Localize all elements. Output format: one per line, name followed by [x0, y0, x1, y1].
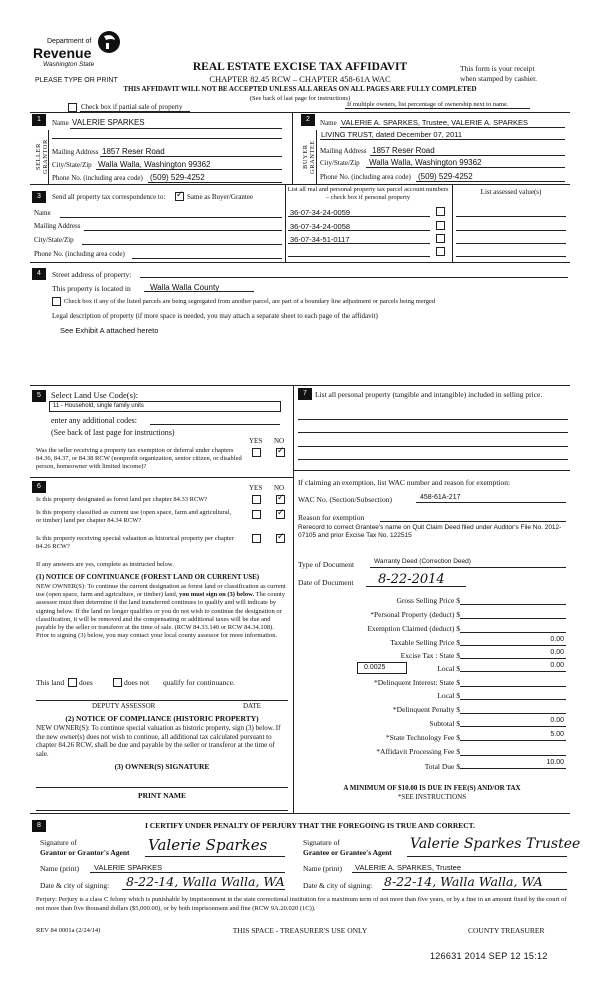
- grantor-date-city-label: Date & city of signing:: [40, 881, 110, 890]
- historic-no-checkbox[interactable]: [276, 534, 285, 543]
- seller-name-label: Name: [52, 119, 69, 127]
- receipt-note-2: when stamped by cashier.: [460, 74, 538, 83]
- section-7-number: 7: [298, 388, 312, 400]
- exemption-claimed-label: Exemption Claimed (deduct) $: [367, 624, 460, 633]
- parcels-header: List all real and personal property tax parcel account numbers – check box if personal property: [287, 186, 449, 201]
- parcel-3-personal-checkbox[interactable]: [436, 234, 445, 243]
- partial-sale-checkbox[interactable]: [68, 103, 77, 112]
- legal-description-label: Legal description of property (if more space is needed, you may attach a separate sheet to each page of the affidavit): [52, 312, 378, 320]
- grantor-name-print-value[interactable]: VALERIE SPARKES: [94, 863, 163, 872]
- affidavit-fee-label: *Affidavit Processing Fee $: [376, 747, 460, 756]
- perjury-text: Perjury: Perjury is a class C felony which is punishable by imprisonment in the state correctional institution for a maximum term of not more than five years, or by a fine in an amount fixed by the court of not more than five thousand dollars ($5,000.00), or by both imprisonment and fine (RCW 9A.20.020 (1C)).: [36, 896, 567, 912]
- seller-name-value[interactable]: VALERIE SPARKES: [72, 118, 145, 127]
- street-address-label: Street address of property:: [52, 270, 132, 279]
- buyer-grantee-label: BUYER GRANTEE: [302, 140, 316, 174]
- subtotal-label: Subtotal $: [429, 719, 460, 728]
- land-use-code-value: 11 - Household, single family units: [53, 403, 144, 409]
- exemption-no-checkbox[interactable]: [276, 448, 285, 457]
- section-1-number: 1: [32, 114, 46, 126]
- personal-property-deduct-label: *Personal Property (deduct) $: [370, 610, 460, 619]
- grantee-sig-label-2: Grantee or Grantee's Agent: [303, 848, 392, 857]
- document-type-value[interactable]: Warranty Deed (Correction Deed): [374, 558, 471, 565]
- tech-fee-value[interactable]: 5.00: [550, 731, 564, 738]
- see-back-instructions: (See back of last page for instructions): [249, 95, 351, 102]
- section-5-number: 5: [32, 390, 46, 402]
- any-yes-note: If any answers are yes, complete as instructed below.: [36, 561, 174, 568]
- section5-see-back: (See back of last page for instructions): [51, 428, 175, 437]
- dept-line3: Washington State: [43, 61, 95, 68]
- wac-value[interactable]: 458-61A-217: [420, 494, 461, 501]
- receipt-note-1: This form is your receipt: [460, 64, 535, 73]
- buyer-mailing-value[interactable]: 1857 Reser Road: [372, 146, 435, 155]
- form-chapter: CHAPTER 82.45 RCW – CHAPTER 458-61A WAC: [209, 74, 391, 84]
- seller-mailing-value[interactable]: 1857 Reser Road: [102, 147, 165, 156]
- same-as-buyer-label: Same as Buyer/Grantee: [187, 193, 254, 201]
- owner-signature-label: (3) OWNER(S) SIGNATURE: [114, 762, 210, 771]
- dept-line1: Department of: [47, 38, 92, 45]
- located-in-label: This property is located in: [52, 284, 131, 293]
- grantee-date-city-value[interactable]: 8-22-14, Walla Walla, WA: [384, 874, 543, 889]
- parcel-1[interactable]: 36-07-34-24-0059: [290, 208, 351, 217]
- tech-fee-label: *State Technology Fee $: [385, 733, 460, 742]
- excise-state-label: Excise Tax : State $: [400, 651, 460, 660]
- taxable-selling-price-value[interactable]: 0.00: [550, 636, 564, 643]
- assessed-values-header: List assessed value(s): [480, 188, 542, 196]
- document-date-label: Date of Document: [298, 578, 354, 587]
- excise-local-label: Local $: [437, 664, 460, 673]
- grantor-signature[interactable]: Valerie Sparkes: [148, 836, 268, 854]
- notice-compliance-title: (2) NOTICE OF COMPLIANCE (HISTORIC PROPERTY): [65, 714, 259, 723]
- current-use-no-checkbox[interactable]: [276, 510, 285, 519]
- print-name-label: PRINT NAME: [138, 791, 186, 800]
- does-not-label: does not: [124, 678, 150, 687]
- grantee-signature[interactable]: Valerie Sparkes Trustee: [410, 836, 581, 852]
- total-due-label: Total Due $: [424, 762, 460, 771]
- grantee-name-print-value[interactable]: VALERIE A. SPARKES, Trustee: [355, 863, 462, 872]
- section-4-number: 4: [32, 268, 46, 280]
- historic-yes-checkbox[interactable]: [252, 534, 261, 543]
- section-2-number: 2: [301, 114, 315, 126]
- seller-city-value[interactable]: Walla Walla, Washington 99362: [98, 160, 211, 169]
- current-use-question: Is this property classified as current use (open space, farm and agricultural, or timber) land per chapter 84.34 RCW?: [36, 509, 232, 524]
- form-title: REAL ESTATE EXCISE TAX AFFIDAVIT: [192, 61, 408, 73]
- same-as-buyer-checkbox[interactable]: [175, 192, 184, 201]
- forest-land-question: Is this property designated as forest land per chapter 84.33 RCW?: [36, 496, 208, 503]
- delinquent-interest-label: *Delinquent Interest: State $: [373, 678, 460, 687]
- exhibit-note[interactable]: See Exhibit A attached hereto: [60, 326, 159, 335]
- section-6-number: 6: [32, 481, 46, 493]
- section-8-number: 8: [32, 820, 46, 832]
- total-due-value[interactable]: 10.00: [546, 759, 564, 766]
- correspondence-name-label: Name: [34, 209, 51, 217]
- section5-no-header: NO: [274, 437, 285, 445]
- buyer-phone-value[interactable]: (509) 529-4252: [418, 172, 473, 181]
- buyer-name-line1[interactable]: VALERIE A. SPARKES, Trustee, VALERIE A. SPARKES: [341, 118, 529, 127]
- document-date-value[interactable]: 8-22-2014: [378, 572, 445, 587]
- seller-city-label: City/State/Zip: [52, 161, 92, 169]
- parcel-4-personal-checkbox[interactable]: [436, 247, 445, 256]
- buyer-mailing-label: Mailing Address: [320, 147, 367, 155]
- seller-mailing-label: Mailing Address: [52, 148, 99, 156]
- treasurer-use-only: THIS SPACE - TREASURER'S USE ONLY: [232, 926, 368, 935]
- notice-continuance-text: [36, 583, 288, 640]
- excise-state-value[interactable]: 0.00: [550, 649, 564, 656]
- land-use-label: Select Land Use Code(s):: [51, 390, 139, 400]
- grantor-date-city-value[interactable]: 8-22-14, Walla Walla, WA: [126, 874, 285, 889]
- partial-sale-label: Check box if partial sale of property: [81, 103, 183, 111]
- seller-phone-value[interactable]: (509) 529-4252: [150, 173, 205, 182]
- notice-compliance-text: NEW OWNER(S): To continue special valuation as historic property, sign (3) below. If the new owner(s) does not wish to continue, all additional tax calculated pursuant to chapter 84.26 RCW, shall be due and payable by the seller or transferor at the time of sale.: [36, 724, 281, 758]
- segregated-checkbox[interactable]: [52, 297, 61, 306]
- revenue-logo-icon: [97, 30, 121, 54]
- section5-yes-header: YES: [249, 437, 263, 445]
- form-warning: THIS AFFIDAVIT WILL NOT BE ACCEPTED UNLESS ALL AREAS ON ALL PAGES ARE FULLY COMPLETED: [123, 85, 477, 93]
- does-label: does: [79, 678, 93, 687]
- local-rate-value: 0.0025: [364, 664, 386, 671]
- excise-local-value[interactable]: 0.00: [550, 662, 564, 669]
- document-type-label: Type of Document: [298, 560, 355, 569]
- personal-property-label: List all personal property (tangible and intangible) included in selling price.: [315, 390, 543, 399]
- exemption-question: Was the seller receiving a property tax exemption or deferral under chapters 84.36, 84.37, or 84.38 RCW (nonprofit organization, senior citizen, or disabled person, homeowner with limited income)?: [36, 447, 242, 470]
- delinquent-penalty-label: *Delinquent Penalty $: [392, 705, 460, 714]
- dept-line2: Revenue: [33, 45, 92, 61]
- section6-yes-header: YES: [249, 484, 263, 492]
- exemption-yes-checkbox[interactable]: [252, 448, 261, 457]
- recording-stamp: 126631 2014 SEP 12 15:12: [430, 951, 548, 961]
- send-correspondence-label: Send all property tax correspondence to:: [52, 193, 166, 201]
- this-land-label: This land: [36, 678, 65, 687]
- grantee-date-city-label: Date & city of signing:: [303, 881, 373, 890]
- notice-continuance-title: (1) NOTICE OF CONTINUANCE (FOREST LAND OR CURRENT USE): [36, 573, 260, 581]
- parcel-1-personal-checkbox[interactable]: [436, 207, 445, 216]
- buyer-name-line2[interactable]: LIVING TRUST, dated December 07, 2011: [321, 130, 463, 139]
- please-type: PLEASE TYPE OR PRINT: [35, 77, 118, 84]
- minimum-due-note: A MINIMUM OF $10.00 IS DUE IN FEE(S) AND/OR TAX: [343, 784, 521, 792]
- parcel-2-personal-checkbox[interactable]: [436, 221, 445, 230]
- section6-no-header: NO: [274, 484, 285, 492]
- grantor-name-print-label: Name (print): [40, 864, 79, 873]
- county-treasurer-label: COUNTY TREASURER: [468, 926, 545, 935]
- forest-yes-checkbox[interactable]: [252, 495, 261, 504]
- grantor-sig-label-1: Signature of: [40, 838, 77, 847]
- wac-label: WAC No. (Section/Subsection): [298, 495, 392, 504]
- multiple-owners-note: If multiple owners, list percentage of ownership next to name.: [347, 101, 509, 108]
- correspondence-city-label: City/State/Zip: [34, 236, 74, 244]
- qualify-label: qualify for continuance.: [163, 678, 235, 687]
- parcel-2[interactable]: 36-07-34-24-0058: [290, 222, 351, 231]
- reason-label: Reason for exemption: [298, 513, 365, 522]
- historic-question: Is this property receiving special valuation as historical property per chapter 84.26 RCW?: [36, 535, 234, 550]
- current-use-yes-checkbox[interactable]: [252, 510, 261, 519]
- notice-continuance-p1: NEW OWNER(S): To continue the current designation as forest land or classification as current use (open space, farm and agriculture, or timber) land,: [36, 583, 286, 599]
- grantor-sig-label-2: Grantor or Grantor's Agent: [40, 848, 130, 857]
- section-3-number: 3: [32, 191, 46, 203]
- seller-phone-label: Phone No. (including area code): [52, 174, 143, 182]
- segregated-label: Check box if any of the listed parcels are being segregated from another parcel, are part of a boundary line adjustment or parcels being merged: [64, 298, 436, 305]
- seller-grantor-label: SELLER GRANTOR: [35, 139, 49, 175]
- dor-logo: [33, 30, 123, 70]
- county-value[interactable]: Walla Walla County: [150, 283, 220, 292]
- taxable-selling-price-label: Taxable Selling Price $: [390, 638, 460, 647]
- exemption-claim-label: If claiming an exemption, list WAC number and reason for exemption:: [298, 478, 511, 487]
- buyer-city-label: City/State/Zip: [320, 159, 360, 167]
- buyer-phone-label: Phone No. (including area code): [320, 173, 411, 181]
- gross-selling-price-label: Gross Selling Price $: [396, 596, 460, 605]
- correspondence-phone-label: Phone No. (including area code): [34, 250, 125, 258]
- notice-continuance-p2: you must sign on (3) below.: [178, 591, 255, 599]
- land-use-code-field[interactable]: [49, 401, 281, 412]
- additional-codes-label: enter any additional codes:: [51, 416, 137, 425]
- forest-no-checkbox[interactable]: [276, 495, 285, 504]
- buyer-city-value[interactable]: Walla Walla, Washington 99362: [369, 158, 482, 167]
- see-instructions-note: *SEE INSTRUCTIONS: [397, 793, 467, 801]
- notice-continuance-p3: The county assessor must then determine if the land transferred continues to qualify and will indicate by signing below. If the land no longer qualifies or you do not wish to continue the designation or classification, it will be removed and the compensating or additional taxes will be due and payable by the seller or transferor at the time of sale. (RCW 84.33.140 or RCW 84.34.108). Prior to signing (3) below, you may contact your local county assessor for more information.: [36, 591, 286, 640]
- correspondence-mailing-label: Mailing Address: [34, 222, 81, 230]
- subtotal-value[interactable]: 0.00: [550, 717, 564, 724]
- does-checkbox[interactable]: [68, 678, 77, 687]
- local-rate-box[interactable]: [357, 662, 407, 674]
- delinquent-local-label: Local $: [437, 691, 460, 700]
- certify-statement: I CERTIFY UNDER PENALTY OF PERJURY THAT THE FOREGOING IS TRUE AND CORRECT.: [144, 821, 475, 830]
- parcel-3[interactable]: 36-07-34-51-0117: [290, 235, 350, 244]
- deputy-date-label: DATE: [243, 702, 261, 710]
- perjury-statement: [36, 896, 568, 913]
- deputy-assessor-label: DEPUTY ASSESSOR: [92, 702, 156, 710]
- reason-value[interactable]: Rerecord to correct Grantee's name on Quit Claim Deed filed under Auditor's File No. 2012-07105 and prior Excise Tax No. 122515: [298, 524, 562, 539]
- grantee-name-print-label: Name (print): [303, 864, 342, 873]
- does-not-checkbox[interactable]: [113, 678, 122, 687]
- grantee-sig-label-1: Signature of: [303, 838, 340, 847]
- buyer-name-label: Name: [320, 119, 337, 127]
- form-revision: REV 84 0001a (2/24/14): [36, 927, 101, 934]
